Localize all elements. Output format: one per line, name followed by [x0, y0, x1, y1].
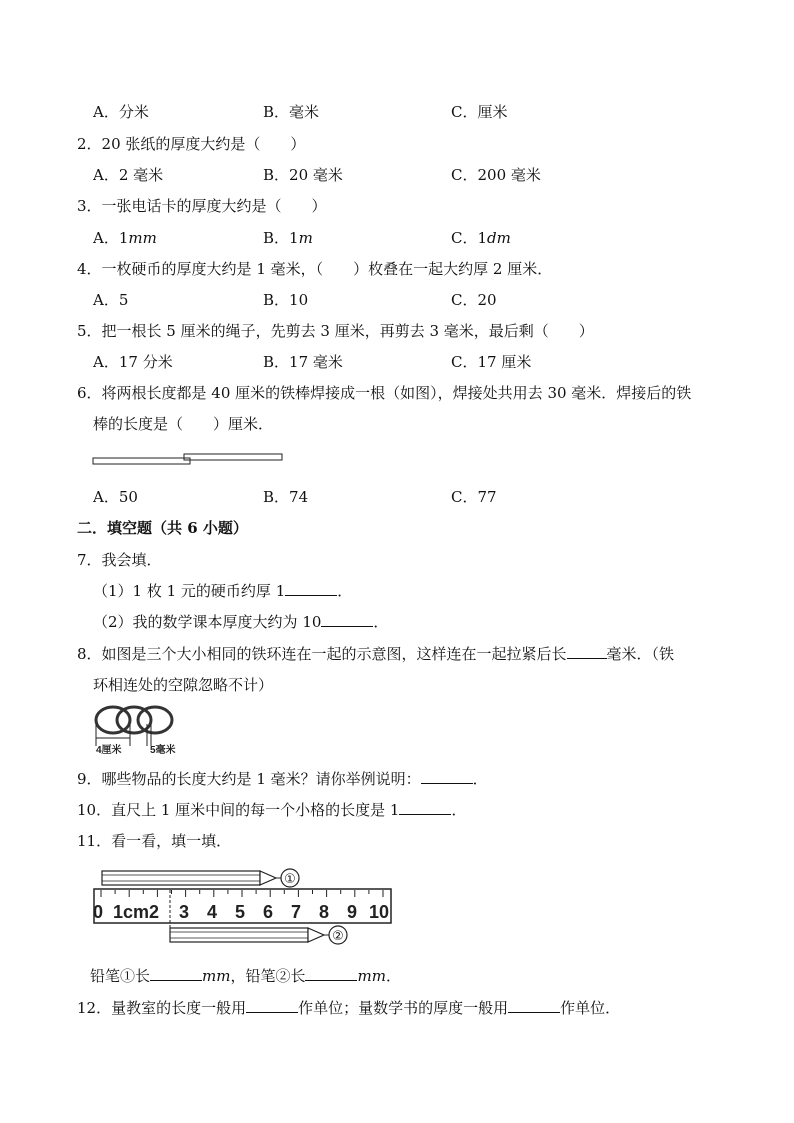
pencil-1-label: ①	[284, 871, 296, 886]
q8-blank[interactable]	[567, 644, 607, 659]
ring-1	[96, 707, 130, 733]
q4-option-c: C．20	[451, 291, 497, 309]
welded-rods-figure	[92, 451, 286, 471]
ruler-label: 1cm2	[112, 902, 160, 922]
q6-option-a: A．50	[93, 488, 138, 506]
label-5mm: 5毫米	[150, 745, 176, 756]
iron-rings-figure	[88, 700, 190, 758]
q9-blank[interactable]	[421, 769, 473, 784]
pencil-2	[170, 926, 347, 944]
q11-blank-1[interactable]	[150, 966, 202, 981]
q5-option-a: A．17 分米	[93, 353, 173, 371]
q8-stem-line2: 环相连处的空隙忽略不计）	[93, 676, 274, 694]
q12-blank-1[interactable]	[246, 998, 298, 1013]
q4-stem: 4．一枚硬币的厚度大约是 1 毫米，（ ）枚叠在一起大约厚 2 厘米．	[77, 260, 553, 278]
q6-stem-line2: 棒的长度是（ ）厘米．	[93, 415, 274, 433]
q3-option-a: A．1mm	[93, 229, 157, 247]
ruler-label: 3	[178, 902, 190, 922]
ruler-label: 0	[92, 902, 104, 922]
section-title: 二．填空题（共 6 小题）	[77, 519, 248, 537]
q5-option-b: B．17 毫米	[263, 353, 343, 371]
q6-stem-line1: 6．将两根长度都是 40 厘米的铁棒焊接成一根（如图），焊接处共用去 30 毫米．焊接后的铁	[77, 384, 692, 402]
ruler-label: 5	[234, 902, 246, 922]
ruler-label: 9	[346, 902, 358, 922]
q11-blank-2[interactable]	[305, 966, 357, 981]
q2-stem: 2．20 张纸的厚度大约是（ ）	[77, 135, 306, 153]
q7-blank-2[interactable]	[321, 612, 373, 627]
q2-option-a: A．2 毫米	[93, 166, 164, 184]
ruler-label: 8	[318, 902, 330, 922]
q6-option-b: B．74	[263, 488, 309, 506]
q7-blank-1[interactable]	[285, 581, 337, 596]
q3-stem: 3．一张电话卡的厚度大约是（ ）	[77, 197, 327, 215]
ring-3	[138, 707, 172, 733]
q4-option-b: B．10	[263, 291, 309, 309]
ruler-label: 4	[206, 902, 218, 922]
q1-option-a: A．分米	[93, 103, 149, 121]
q1-option-c: C．厘米	[451, 103, 508, 121]
q9-stem: 9．哪些物品的长度大约是 1 毫米？请你举例说明： ．	[77, 770, 488, 788]
q1-option-b: B．毫米	[263, 103, 320, 121]
q7-stem: 7．我会填．	[77, 551, 162, 569]
rod-right	[184, 454, 282, 460]
pencil-2-label: ②	[332, 928, 344, 943]
q10-stem: 10．直尺上 1 厘米中间的每一个小格的长度是 1 ．	[77, 801, 467, 819]
ruler-label: 7	[290, 902, 302, 922]
q10-blank[interactable]	[399, 800, 451, 815]
q3-option-c: C．1dm	[451, 229, 511, 247]
q8-stem-line1: 8．如图是三个大小相同的铁环连在一起的示意图，这样连在一起拉紧后长 毫米．（铁	[77, 645, 675, 663]
rod-left	[93, 458, 190, 464]
q3-option-b: B．1m	[263, 229, 313, 247]
label-4cm: 4厘米	[96, 745, 122, 756]
q11-stem: 11．看一看，填一填．	[77, 832, 232, 850]
ruler-label: 6	[262, 902, 274, 922]
q5-stem: 5．把一根长 5 厘米的绳子，先剪去 3 厘米，再剪去 3 毫米，最后剩（ ）	[77, 322, 594, 340]
ring-2	[117, 707, 151, 733]
q7-part1: （1）1 枚 1 元的硬币约厚 1 ．	[93, 582, 353, 600]
q12-stem: 12．量教室的长度一般用 作单位；量数学书的厚度一般用 作单位．	[77, 999, 621, 1017]
ruler-label: 10	[368, 902, 390, 922]
q6-option-c: C．77	[451, 488, 497, 506]
q7-part2: （2）我的数学课本厚度大约为 10 ．	[93, 613, 389, 631]
ruler-figure	[90, 864, 398, 954]
q5-option-c: C．17 厘米	[451, 353, 532, 371]
q12-blank-2[interactable]	[508, 998, 560, 1013]
q11-answer-line: 铅笔①长 mm，铅笔②长 mm．	[90, 967, 401, 985]
q2-option-c: C．200 毫米	[451, 166, 541, 184]
q4-option-a: A．5	[93, 291, 129, 309]
pencil-1	[102, 869, 299, 887]
q2-option-b: B．20 毫米	[263, 166, 343, 184]
